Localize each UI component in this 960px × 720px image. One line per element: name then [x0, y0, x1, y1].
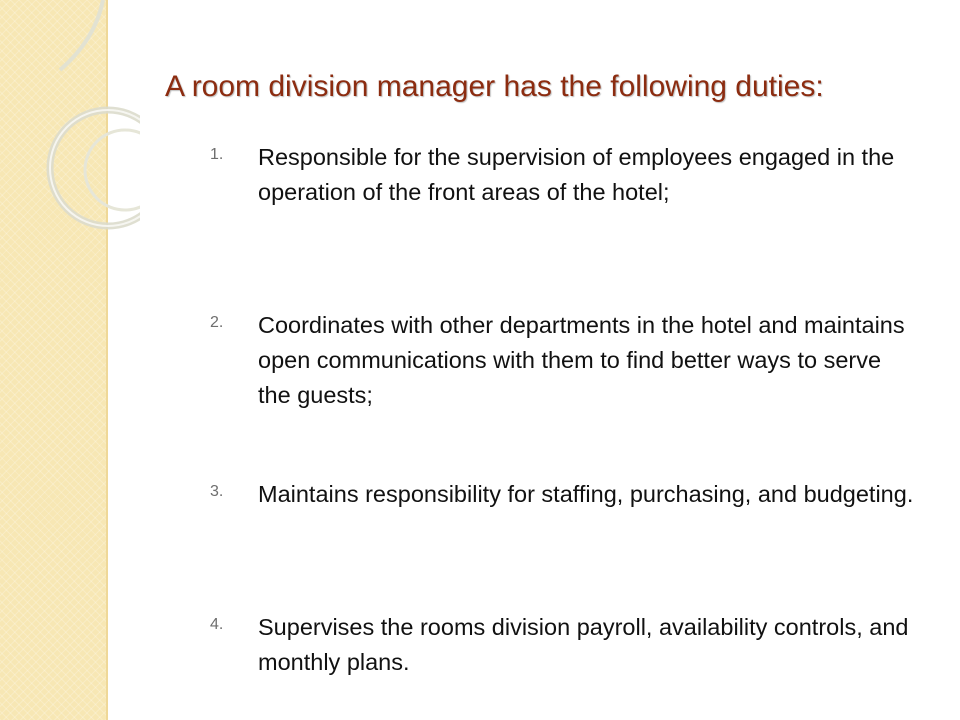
- list-item-text: Supervises the rooms division payroll, availability controls, and monthly plans.: [258, 614, 909, 675]
- list-item-number: 2.: [210, 314, 224, 331]
- slide-title: A room division manager has the following duties:: [165, 70, 824, 103]
- list-item-number: 4.: [210, 616, 224, 633]
- list-item-text: Maintains responsibility for staffing, purchasing, and budgeting.: [258, 481, 914, 507]
- list-item-number: 1.: [210, 146, 224, 163]
- list-item-text: Responsible for the supervision of employees engaged in the operation of the front areas of the hotel;: [258, 144, 895, 205]
- list-item-text: Coordinates with other departments in the hotel and maintains open communications with them to find better ways to serve the guests;: [258, 312, 905, 408]
- list-item-number: 3.: [210, 483, 224, 500]
